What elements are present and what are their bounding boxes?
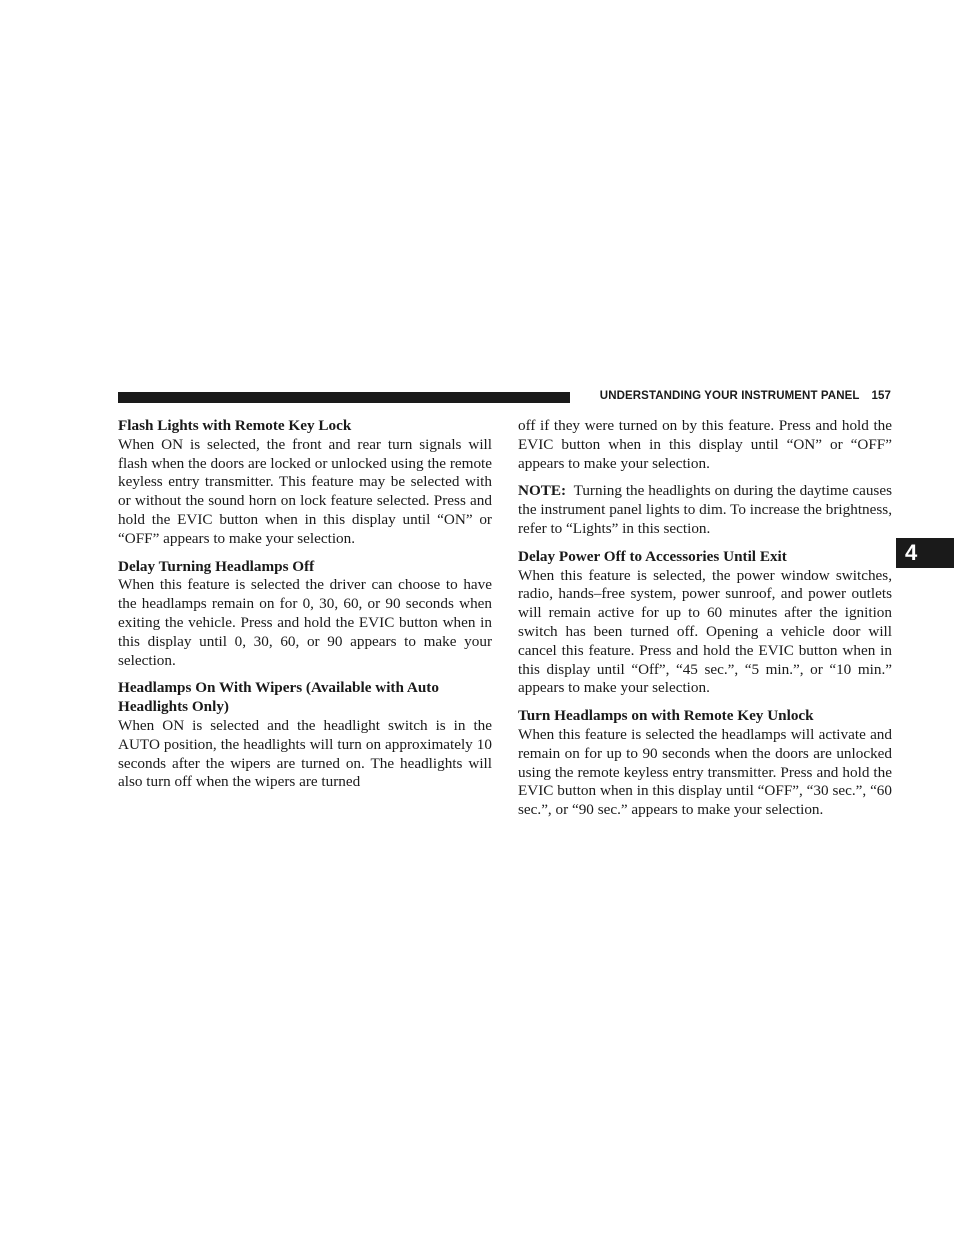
section-turn-headlamps	[518, 707, 892, 820]
section-body: When this feature is selected, the power window switches, radio, hands–free system, power sunroof, and power outlets will remain active for up to 60 minutes after the ignition switch has been turned off. Opening a vehicle door will cancel this feature. Press and hold the EVIC button when in this display until “Off”, “45 sec.”, “5 min.”, or “10 min.” appears to make your selection.	[518, 566, 892, 697]
section-heading: Delay Power Off to Accessories Until Exit	[518, 547, 787, 565]
section-body: When this feature is selected the driver can choose to have the headlamps remain on for 0, 30, 60, or 90 seconds when exiting the vehicle. Press and hold the EVIC button when in this display until 0, 30, 60, or 90 appears to make your selection.	[118, 576, 492, 669]
section-heading: Delay Turning Headlamps Off	[118, 557, 315, 575]
section-delay-power	[518, 548, 892, 698]
note-label: NOTE:	[518, 482, 567, 500]
section-body: When this feature is selected the headlamps will activate and remain on for up to 90 seconds when the doors are unlocked using the remote keyless entry transmitter. Press and hold the EVIC button when in this display until “OFF”, “30 sec.”, “60 sec.”, or “90 sec.” appears to make your selection.	[518, 725, 892, 819]
note-body: Turning the headlights on during the daytime causes the instrument panel lights to dim. To increase the brightness, refer to “Lights” in this section.	[518, 482, 892, 537]
section-body: When ON is selected, the front and rear turn signals will flash when the doors are locked or unlocked using the remote keyless entry transmitter. This feature may be selected with or without the sound horn on lock feature selected. Press and hold the EVIC button when in this display until “ON” or “OFF” appears to make your selection.	[118, 435, 492, 547]
section-delay-headlamps	[118, 558, 492, 671]
continuation-paragraph: off if they were turned on by this feature. Press and hold the EVIC button when in this display until “ON” or “OFF” appears to make your selection.	[518, 417, 892, 472]
page-number: 157	[871, 390, 891, 402]
section-flash-lights	[118, 417, 492, 549]
section-heading: Turn Headlamps on with Remote Key Unlock	[518, 707, 814, 725]
note-paragraph	[518, 482, 892, 538]
running-header	[580, 390, 891, 402]
right-column	[518, 417, 892, 829]
section-body: When ON is selected and the headlight switch is in the AUTO position, the headlights will turn on approximately 10 seconds after the wipers are turned on. The headlights will also turn off when the wipers are turned	[118, 716, 492, 791]
section-headlamps-wipers	[118, 679, 492, 792]
chapter-tab: 4	[896, 538, 954, 568]
section-heading: Flash Lights with Remote Key Lock	[118, 417, 352, 434]
left-column	[118, 417, 492, 801]
section-title: UNDERSTANDING YOUR INSTRUMENT PANEL	[599, 390, 860, 402]
section-heading: Headlamps On With Wipers (Available with Auto Headlights Only)	[118, 679, 439, 716]
header-rule	[118, 392, 570, 403]
